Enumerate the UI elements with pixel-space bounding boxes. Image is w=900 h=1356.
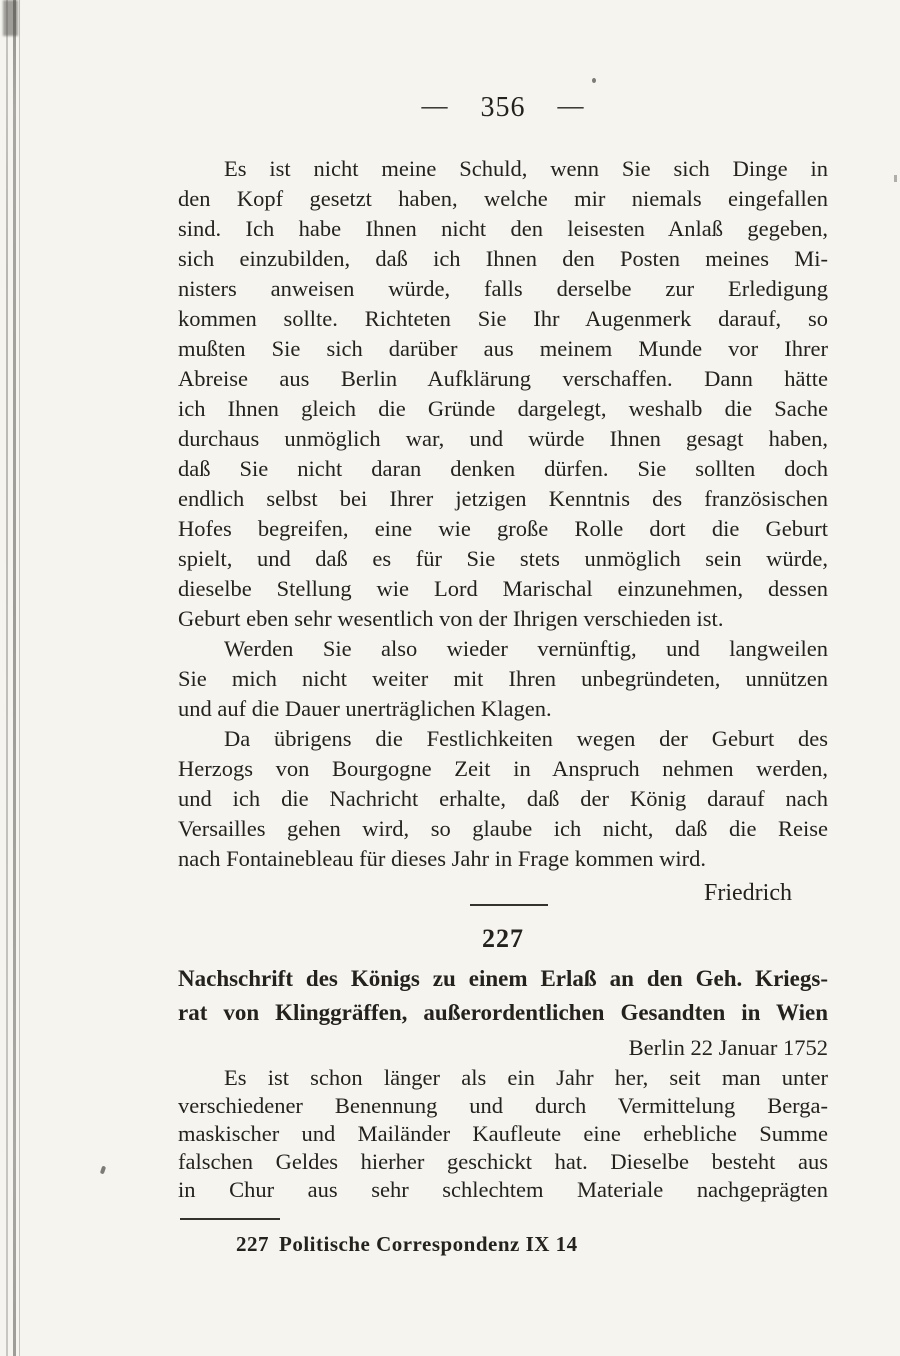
text-line: den Kopf gesetzt haben, welche mir niemals eingefallen	[178, 186, 828, 211]
text-line: Herzogs von Bourgogne Zeit in Anspruch nehmen werden,	[178, 756, 828, 781]
scan-artifact-speck	[894, 175, 897, 182]
text-line: Geburt eben sehr wesentlich von der Ihrigen verschieden ist.	[178, 606, 724, 631]
page-number: 356	[480, 92, 526, 123]
document-number: 227	[482, 924, 524, 953]
footnote-number: 227	[236, 1232, 269, 1256]
text-line: durchaus unmöglich war, und würde Ihnen gesagt haben,	[178, 426, 828, 451]
text-line: Sie mich nicht weiter mit Ihren unbegründeten, unnützen	[178, 666, 828, 691]
text-line: dieselbe Stellung wie Lord Marischal einzunehmen, dessen	[178, 576, 828, 601]
text-line: und auf die Dauer unerträglichen Klagen.	[178, 696, 552, 721]
text-line: Es ist nicht meine Schuld, wenn Sie sich Dinge in	[224, 156, 828, 181]
text-line: Abreise aus Berlin Aufklärung verschaffen. Dann hätte	[178, 366, 828, 391]
text-line: endlich selbst bei Ihrer jetzigen Kenntnis des französischen	[178, 486, 828, 511]
footnote-rule	[180, 1218, 280, 1220]
footnote-text: Politische Correspondenz IX 14	[279, 1232, 578, 1256]
document-separator-rule	[470, 904, 548, 906]
heading-line: rat von Klinggräffen, außerordentlichen Gesandten in Wien	[178, 1000, 828, 1025]
paragraph	[178, 724, 828, 874]
text-line: Werden Sie also wieder vernünftig, und langweilen	[224, 636, 828, 661]
text-line: mußten Sie sich darüber aus meinem Munde vor Ihrer	[178, 336, 828, 361]
doc-227-body	[178, 1064, 828, 1204]
scan-artifact-speck	[100, 1166, 106, 1175]
text-line: spielt, und daß es für Sie stets unmöglich sein würde,	[178, 546, 828, 571]
dateline: Berlin 22 Januar 1752	[628, 1035, 828, 1060]
text-line: verschiedener Benennung und durch Vermittelung Berga-	[178, 1093, 828, 1118]
page-number-header	[178, 92, 828, 124]
scan-artifact-gutter-line	[13, 0, 16, 1356]
text-line: falschen Geldes hierher geschickt hat. Dieselbe besteht aus	[178, 1149, 828, 1174]
document-heading	[178, 962, 828, 1030]
scan-artifact-corner-shadow	[3, 0, 18, 36]
scan-artifact-gutter-line	[6, 0, 8, 1356]
text-line: daß Sie nicht daran denken dürfen. Sie sollten doch	[178, 456, 828, 481]
scan-artifact-gutter-line	[19, 0, 20, 1356]
heading-line: Nachschrift des Königs zu einem Erlaß an den Geh. Kriegs-	[178, 966, 828, 991]
paragraph	[178, 634, 828, 724]
paragraph	[178, 154, 828, 634]
text-line: maskischer und Mailänder Kaufleute eine erhebliche Summe	[178, 1121, 828, 1146]
text-line: nach Fontainebleau für dieses Jahr in Frage kommen wird.	[178, 846, 706, 871]
text-line: sind. Ich habe Ihnen nicht den leisesten Anlaß gegeben,	[178, 216, 828, 241]
header-dash-right: —	[557, 91, 585, 120]
header-dash-left: —	[421, 91, 449, 120]
letter-body	[178, 154, 828, 874]
text-line: Versailles gehen wird, so glaube ich nicht, daß die Reise	[178, 816, 828, 841]
text-line: Es ist schon länger als ein Jahr her, seit man unter	[224, 1065, 828, 1090]
text-line: kommen sollte. Richteten Sie Ihr Augenmerk darauf, so	[178, 306, 828, 331]
text-line: nisters anweisen würde, falls derselbe zur Erledigung	[178, 276, 828, 301]
scan-artifact-speck	[592, 78, 596, 83]
text-line: sich einzubilden, daß ich Ihnen den Posten meines Mi-	[178, 246, 828, 271]
text-line: in Chur aus sehr schlechtem Materiale nachgeprägten	[178, 1177, 828, 1202]
text-line: Da übrigens die Festlichkeiten wegen der Geburt des	[224, 726, 828, 751]
text-line: und ich die Nachricht erhalte, daß der König darauf nach	[178, 786, 828, 811]
footnote	[236, 1232, 578, 1257]
signature: Friedrich	[704, 880, 792, 906]
text-line: Hofes begreifen, eine wie große Rolle dort die Geburt	[178, 516, 828, 541]
text-line: ich Ihnen gleich die Gründe dargelegt, weshalb die Sache	[178, 396, 828, 421]
